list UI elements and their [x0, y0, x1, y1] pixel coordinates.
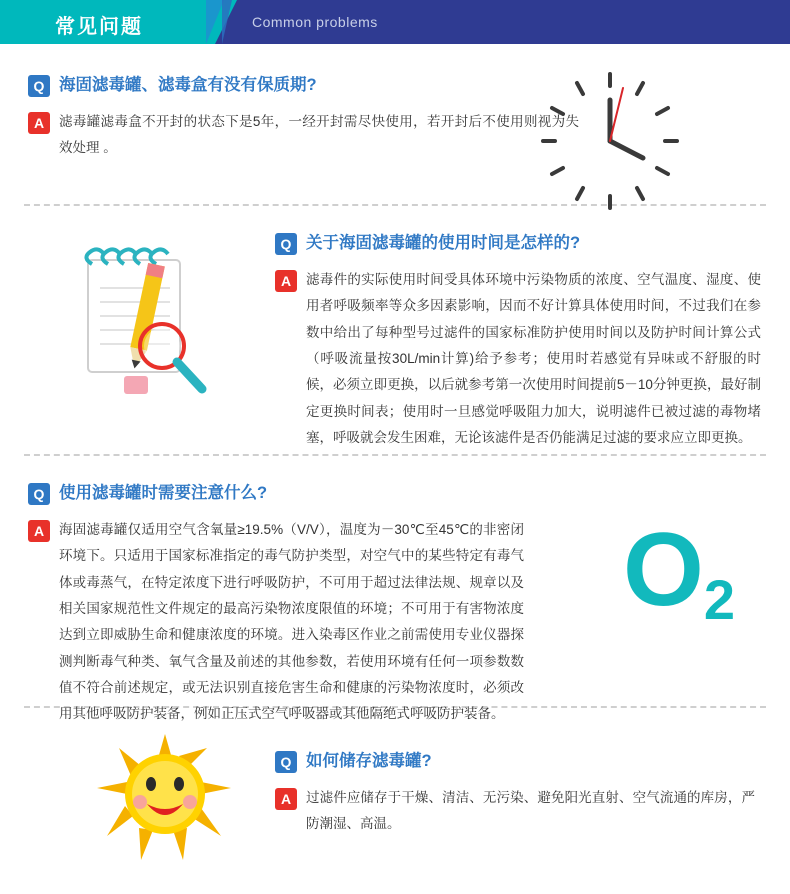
faq-2-answer: 滤毒件的实际使用时间受具体环境中污染物质的浓度、空气温度、湿度、使用者呼吸频率等众多因素影响，因而不好计算具体使用时间，不过我们在参数中给出了每种型号过滤件的国家标准防护使用时间以及防护时间计算公式（呼吸流量按30L/min计算)给予参考；使用时若感觉有异味或不舒服的时候，必须立即更换，以后就参考第一次使用时间提前5－10分钟更换，最好制定更换时间表；使用时一旦感觉呼吸阻力加大，说明滤件已被过滤的毒物堵塞，呼吸就会发生困难，无论该滤件是否仍能满足过滤的要求应立即更换。	[306, 272, 761, 445]
faq-1-answer-row	[28, 109, 588, 162]
faq-3-answer-row	[28, 517, 528, 728]
faq-4-answer: 过滤件应储存于干燥、清洁、无污染、避免阳光直射、空气流通的库房，严防潮湿、高温。	[306, 790, 755, 832]
page-title-cn: 常见问题	[55, 16, 143, 38]
faq-1-question-row	[28, 74, 588, 97]
answer-badge: A	[28, 112, 50, 134]
answer-badge: A	[275, 270, 297, 292]
faq-item-3	[0, 456, 790, 722]
faq-4-content	[275, 750, 755, 838]
o2-subscript: 2	[703, 568, 735, 631]
faq-2-answer-row	[275, 267, 765, 451]
faq-1-answer: 滤毒罐滤毒盒不开封的状态下是5年，一经开封需尽快使用，若开封后不使用则视为失效处理 。	[59, 114, 579, 156]
faq-3-question-row	[28, 482, 528, 505]
faq-4-question-row	[275, 750, 755, 773]
question-badge: Q	[275, 233, 297, 255]
faq-3-question: 使用滤毒罐时需要注意什么?	[59, 484, 268, 502]
o2-letter: O	[622, 512, 704, 628]
faq-3-answer: 海固滤毒罐仅适用空气含氧量≥19.5%（V/V），温度为－30℃至45℃的非密闭环境下。只适用于国家标准指定的毒气防护类型，对空气中的某些特定有毒气体或毒蒸气，在特定浓度下进行呼吸防护，不可用于超过法律法规、规章以及相关国家规范性文件规定的最高污染物浓度限值的环境；不可用于有害物浓度达到立即威胁生命和健康浓度的环境。进入染毒区作业之前需使用专业仪器探测判断毒气种类、氧气含量及前述的其他参数，若使用环境有任何一项参数数值不符合前述规定，或无法识别直接危害生命和健康的污染物浓度时，必须改用其他呼吸防护装备，例如正压式空气呼吸器或其他隔绝式呼吸防护装备。	[59, 522, 524, 722]
answer-badge: A	[275, 788, 297, 810]
page-title-en: Common problems	[252, 14, 378, 30]
faq-2-question: 关于海固滤毒罐的使用时间是怎样的?	[306, 234, 581, 252]
faq-2-question-row	[275, 232, 765, 255]
answer-badge: A	[28, 520, 50, 542]
faq-1-question: 海固滤毒罐、滤毒盒有没有保质期?	[59, 76, 317, 94]
faq-item-1	[0, 44, 790, 204]
faq-4-answer-row	[275, 785, 755, 838]
faq-1-content	[28, 74, 588, 162]
faq-item-2	[0, 206, 790, 454]
question-badge: Q	[28, 483, 50, 505]
question-badge: Q	[28, 75, 50, 97]
faq-item-4	[0, 708, 790, 868]
faq-3-content	[28, 482, 528, 728]
notebook-pencil-magnifier-icon	[70, 242, 250, 422]
page-header	[0, 0, 790, 44]
wall-clock-icon	[535, 66, 685, 216]
faq-4-question: 如何储存滤毒罐?	[306, 752, 432, 770]
question-badge: Q	[275, 751, 297, 773]
header-stripe-2	[222, 0, 232, 44]
o2-text-graphic	[622, 512, 735, 631]
smiling-sun-icon	[95, 732, 235, 862]
faq-2-content	[275, 232, 765, 451]
